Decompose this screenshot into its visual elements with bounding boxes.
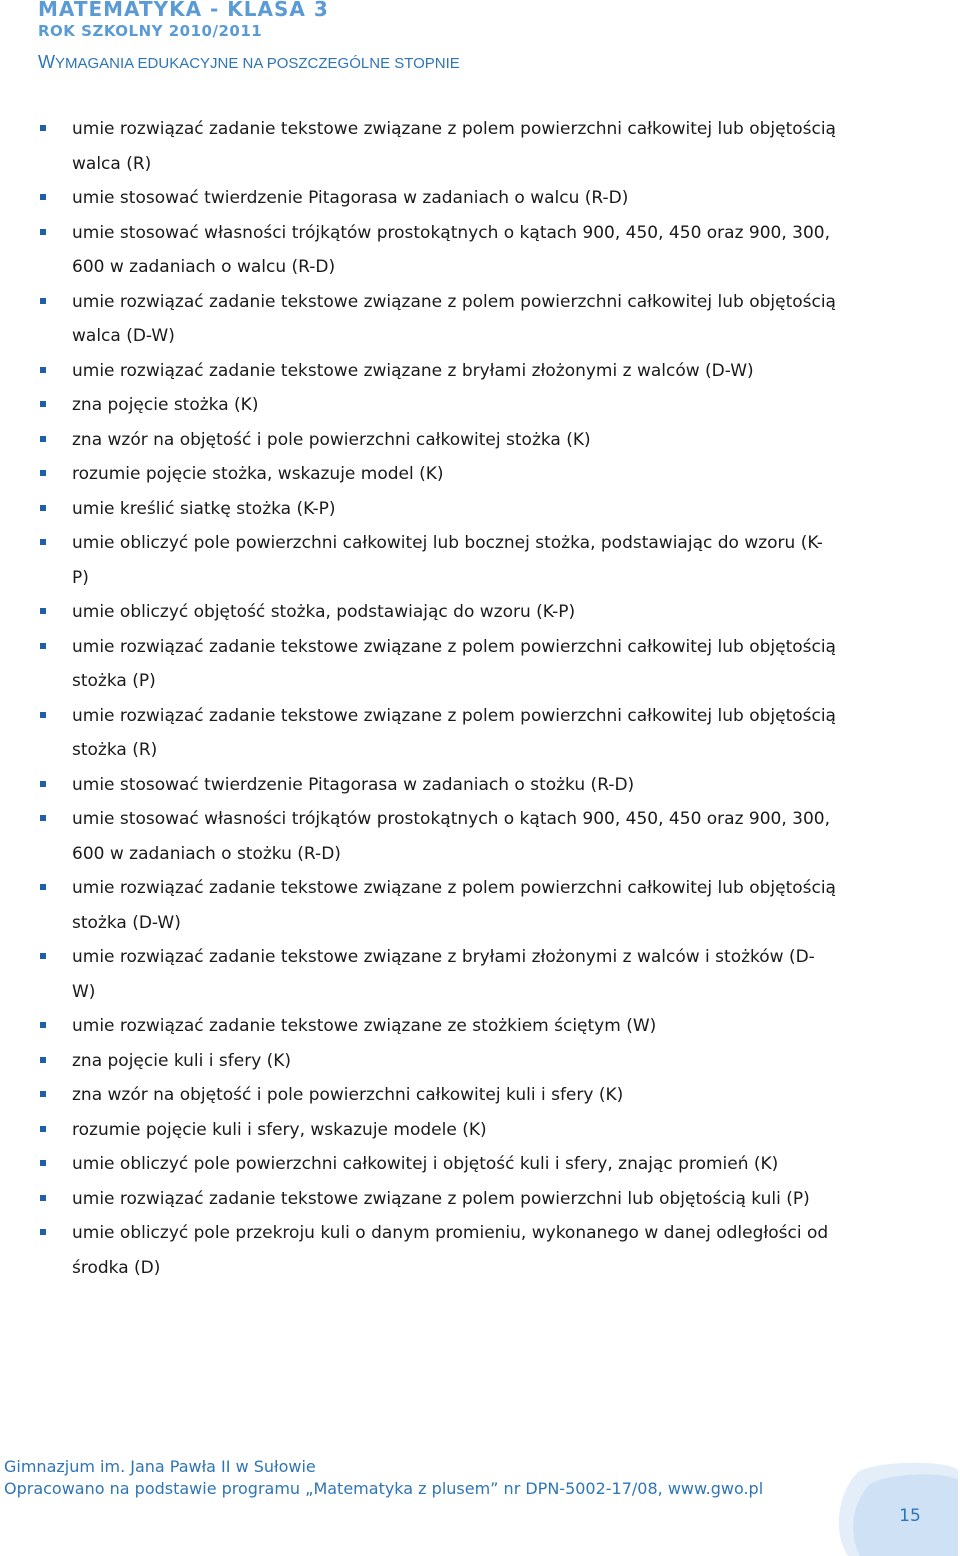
requirement-item	[36, 802, 836, 871]
requirement-text: umie obliczyć pole przekroju kuli o danym promieniu, wykonanego w danej odległości od środka (D)	[72, 1223, 829, 1278]
requirement-text: umie stosować własności trójkątów prostokątnych o kątach 900, 450, 450 oraz 900, 300, 600 w zadaniach o walcu (R-D)	[72, 222, 831, 277]
requirement-text: umie rozwiązać zadanie tekstowe związane ze stożkiem ściętym (W)	[72, 1016, 657, 1036]
requirement-text: umie obliczyć pole powierzchni całkowitej i objętość kuli i sfery, znając promień (K)	[72, 1154, 779, 1174]
requirement-text: umie rozwiązać zadanie tekstowe związane z polem powierzchni całkowitej lub objętością stożka (D-W)	[72, 878, 836, 933]
requirement-item	[36, 388, 836, 423]
section-subtitle	[38, 52, 460, 74]
square-bullet-icon	[40, 436, 46, 442]
page-number: 15	[899, 1506, 921, 1526]
requirement-item	[36, 699, 836, 768]
square-bullet-icon	[40, 1057, 46, 1063]
requirement-text: umie stosować twierdzenie Pitagorasa w zadaniach o walcu (R-D)	[72, 188, 629, 208]
requirement-text: zna wzór na objętość i pole powierzchni całkowitej stożka (K)	[72, 429, 591, 450]
square-bullet-icon	[40, 1091, 46, 1097]
requirement-item	[36, 1216, 836, 1285]
square-bullet-icon	[40, 470, 46, 476]
footer-source: Opracowano na podstawie programu „Matematyka z plusem” nr DPN-5002-17/08, www.gwo.pl	[4, 1479, 764, 1498]
square-bullet-icon	[40, 401, 46, 407]
document-title: MATEMATYKA - KLASA 3	[38, 0, 329, 21]
square-bullet-icon	[40, 815, 46, 821]
requirement-item	[36, 1078, 836, 1113]
requirement-item	[36, 285, 836, 354]
requirement-item	[36, 1044, 836, 1079]
square-bullet-icon	[40, 712, 46, 718]
square-bullet-icon	[40, 194, 46, 200]
requirement-item	[36, 768, 836, 803]
requirement-text: umie rozwiązać zadanie tekstowe związane z bryłami złożonymi z walców i stożków (D-W)	[72, 947, 815, 1002]
requirement-text: umie rozwiązać zadanie tekstowe związane z bryłami złożonymi z walców (D-W)	[72, 360, 754, 381]
square-bullet-icon	[40, 1160, 46, 1166]
requirement-item	[36, 595, 836, 630]
requirement-text: umie rozwiązać zadanie tekstowe związane z polem powierzchni całkowitej lub objętością walca (R)	[72, 119, 836, 174]
requirements-list	[36, 112, 836, 1285]
requirement-text: zna wzór na objętość i pole powierzchni całkowitej kuli i sfery (K)	[72, 1085, 624, 1105]
requirement-item	[36, 216, 836, 285]
square-bullet-icon	[40, 229, 46, 235]
square-bullet-icon	[40, 884, 46, 890]
square-bullet-icon	[40, 1022, 46, 1028]
requirement-item	[36, 181, 836, 216]
square-bullet-icon	[40, 1229, 46, 1235]
page-header	[38, 0, 460, 74]
requirement-text: umie stosować twierdzenie Pitagorasa w zadaniach o stożku (R-D)	[72, 774, 635, 795]
square-bullet-icon	[40, 608, 46, 614]
requirement-item	[36, 630, 836, 699]
square-bullet-icon	[40, 1195, 46, 1201]
requirement-text: rozumie pojęcie stożka, wskazuje model (K)	[72, 464, 444, 484]
square-bullet-icon	[40, 539, 46, 545]
requirement-text: zna pojęcie stożka (K)	[72, 395, 259, 415]
requirement-item	[36, 1009, 836, 1044]
requirement-text: zna pojęcie kuli i sfery (K)	[72, 1050, 292, 1071]
square-bullet-icon	[40, 643, 46, 649]
school-year: ROK SZKOLNY 2010/2011	[38, 22, 263, 40]
square-bullet-icon	[40, 505, 46, 511]
requirement-item	[36, 423, 836, 458]
requirement-item	[36, 1147, 836, 1182]
square-bullet-icon	[40, 125, 46, 131]
square-bullet-icon	[40, 298, 46, 304]
requirement-item	[36, 1113, 836, 1148]
requirement-text: umie rozwiązać zadanie tekstowe związane z polem powierzchni lub objętością kuli (P)	[72, 1188, 810, 1209]
square-bullet-icon	[40, 367, 46, 373]
square-bullet-icon	[40, 953, 46, 959]
requirement-item	[36, 457, 836, 492]
square-bullet-icon	[40, 781, 46, 787]
requirement-text: umie stosować własności trójkątów prostokątnych o kątach 900, 450, 450 oraz 900, 300, 600 w zadaniach o stożku (R-D)	[72, 809, 831, 864]
requirement-item	[36, 871, 836, 940]
requirement-item	[36, 112, 836, 181]
requirement-text: umie obliczyć objętość stożka, podstawiając do wzoru (K-P)	[72, 602, 576, 622]
requirement-item	[36, 940, 836, 1009]
requirement-text: umie kreślić siatkę stożka (K-P)	[72, 498, 336, 519]
subtitle-rest: YMAGANIA EDUKACYJNE NA POSZCZEGÓLNE STOPNIE	[55, 55, 460, 72]
requirement-text: umie rozwiązać zadanie tekstowe związane z polem powierzchni całkowitej lub objętością walca (D-W)	[72, 291, 836, 346]
requirement-text: rozumie pojęcie kuli i sfery, wskazuje modele (K)	[72, 1119, 487, 1140]
requirement-text: umie obliczyć pole powierzchni całkowitej lub bocznej stożka, podstawiając do wzoru (K-P)	[72, 533, 823, 588]
footer-school: Gimnazjum im. Jana Pawła II w Sułowie	[4, 1457, 316, 1476]
requirement-item	[36, 1182, 836, 1217]
subtitle-initial: W	[38, 52, 55, 72]
requirement-text: umie rozwiązać zadanie tekstowe związane z polem powierzchni całkowitej lub objętością stożka (P)	[72, 636, 836, 691]
page-footer	[4, 1456, 763, 1500]
requirement-item	[36, 526, 836, 595]
requirement-item	[36, 354, 836, 389]
requirement-item	[36, 492, 836, 527]
square-bullet-icon	[40, 1126, 46, 1132]
requirement-text: umie rozwiązać zadanie tekstowe związane z polem powierzchni całkowitej lub objętością stożka (R)	[72, 705, 836, 760]
